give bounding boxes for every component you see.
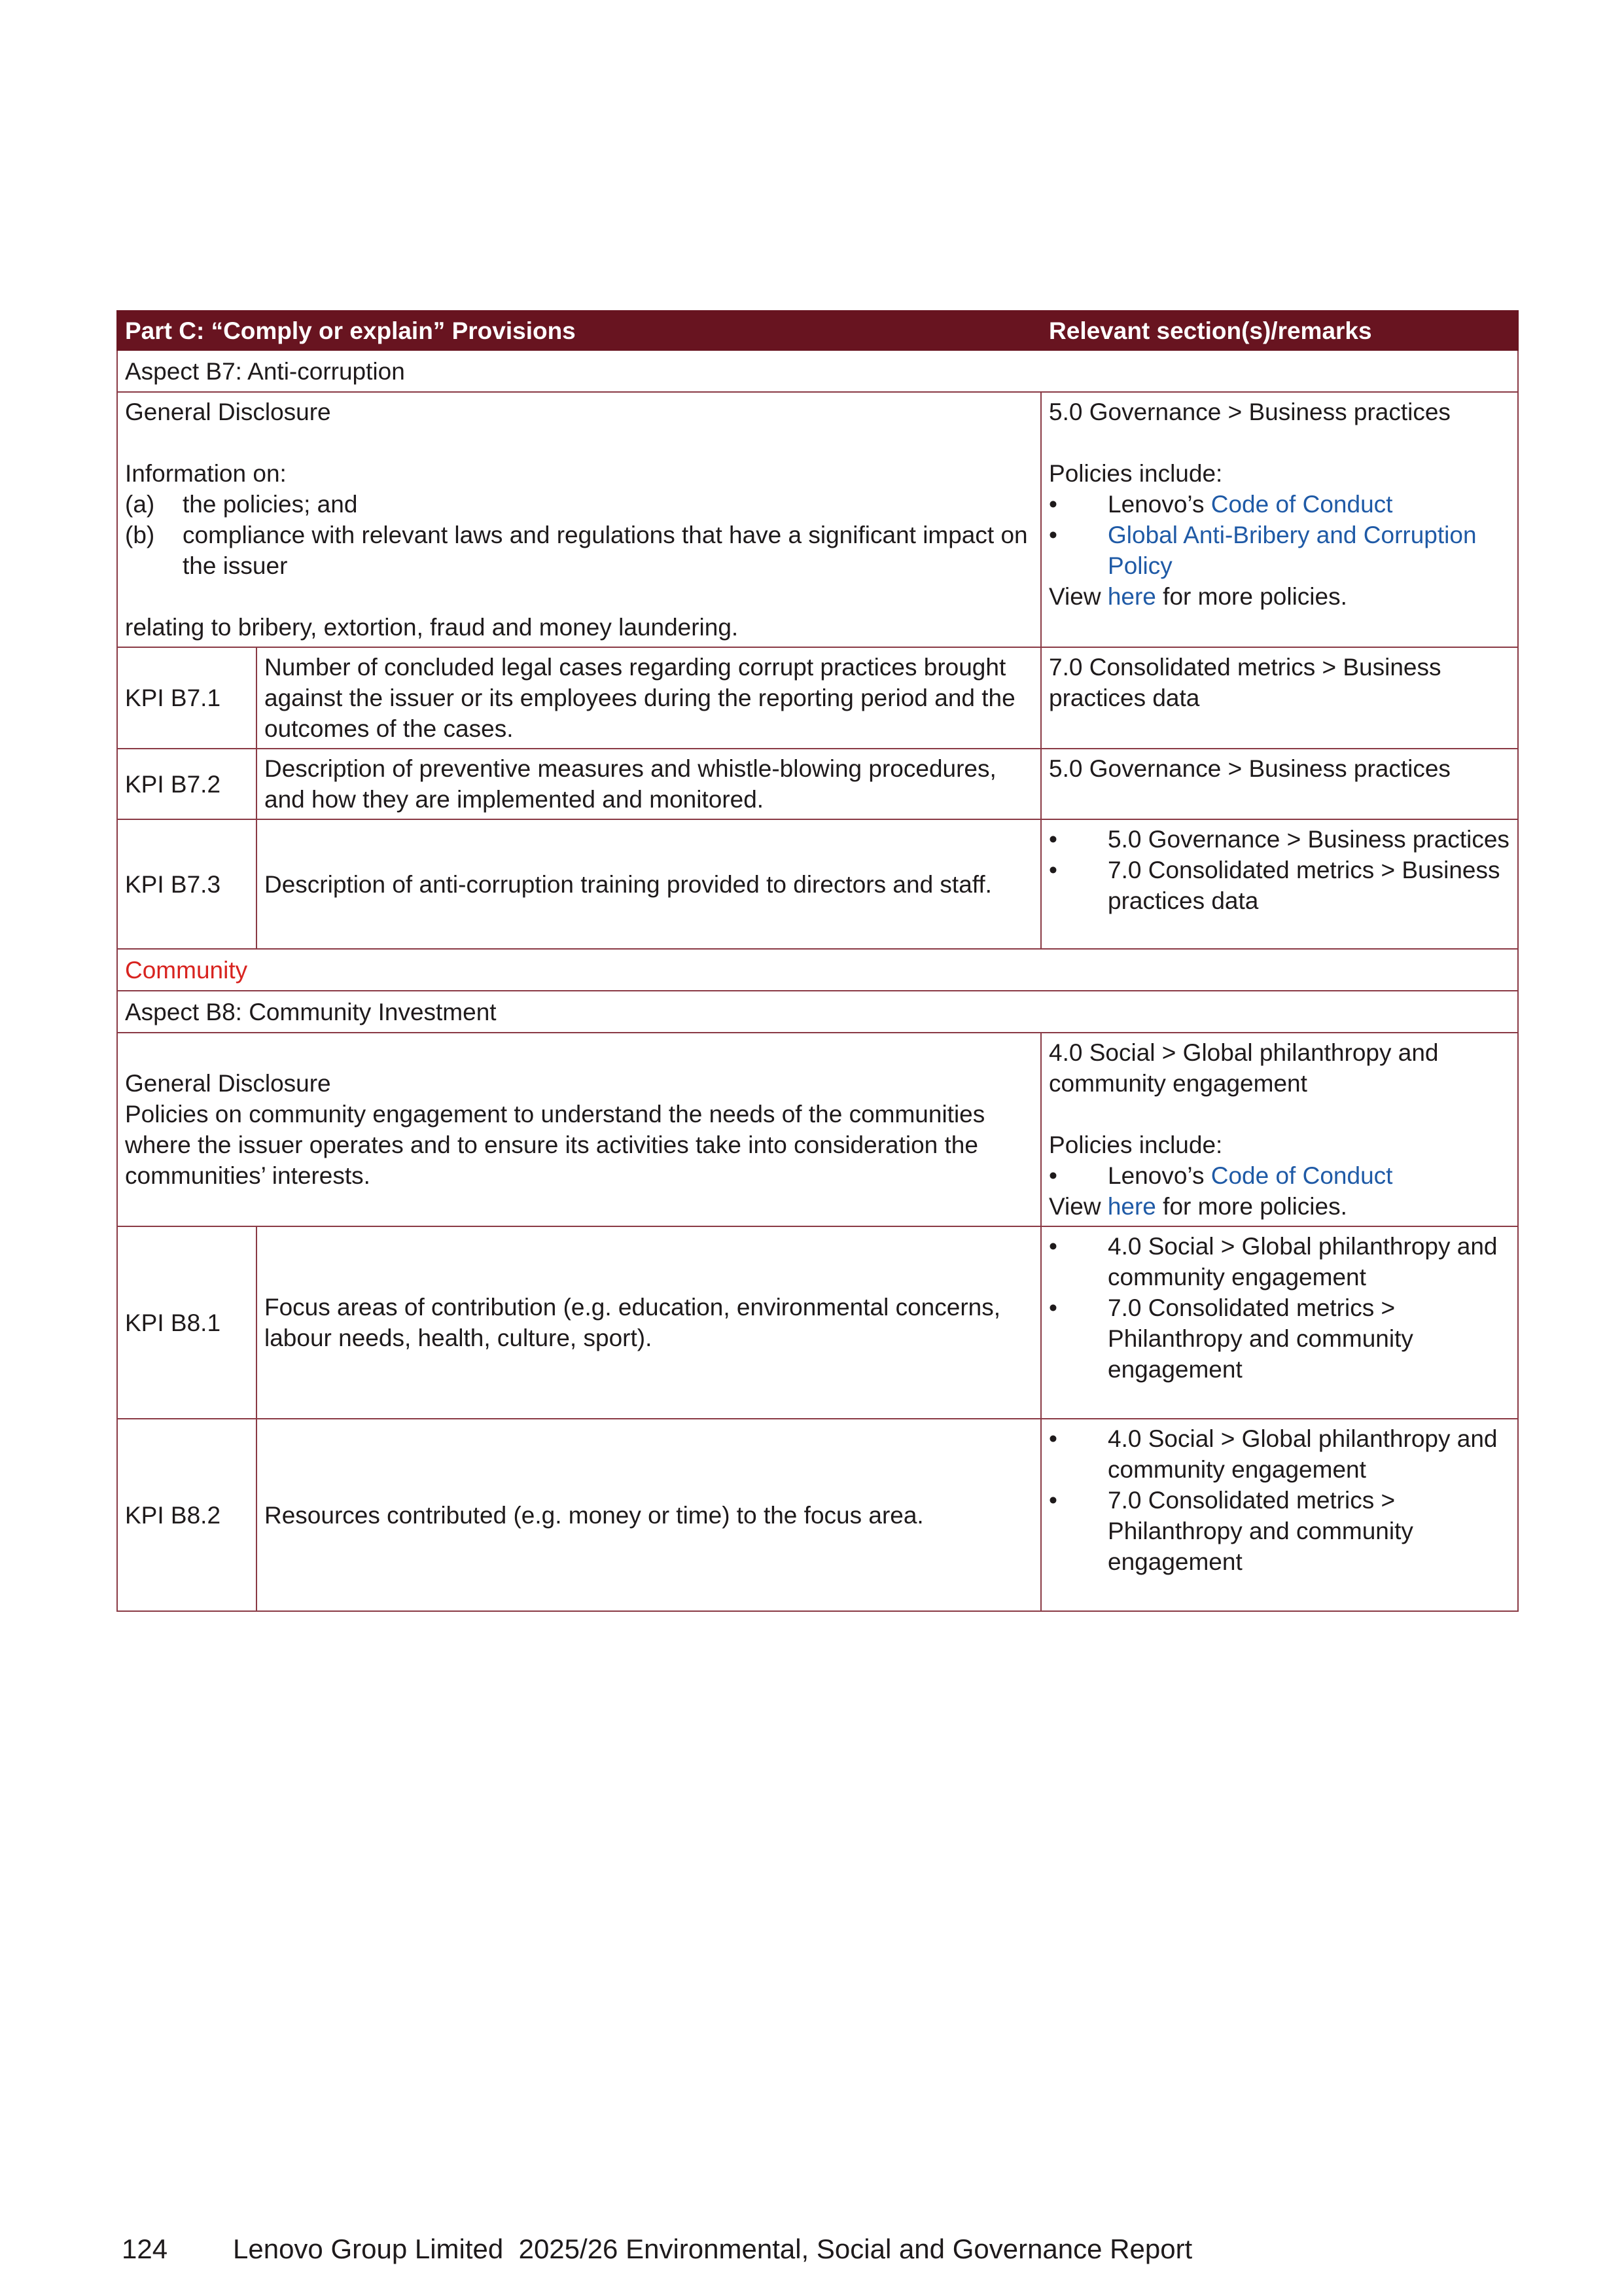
kpi-id: KPI B7.1 [117,647,256,749]
community-label: Community [117,949,1518,991]
kpi-remark: 5.0 Governance > Business practices [1041,749,1518,819]
bullet-item [1049,1485,1510,1577]
kpi-remark: 7.0 Consolidated metrics > Business practices data [1041,647,1518,749]
remark-section: 4.0 Social > Global philanthropy and community engagement [1049,1039,1439,1097]
general-disclosure-b8 [117,1033,1041,1226]
bullet-icon: • [1049,1487,1057,1514]
bullet-text: 4.0 Social > Global philanthropy and community engagement [1108,1233,1498,1290]
bullet-icon: • [1049,1162,1057,1189]
bullet-item [1049,1160,1510,1191]
list-marker: (a) [125,491,155,518]
code-of-conduct-link[interactable]: Code of Conduct [1210,1162,1393,1189]
code-of-conduct-link[interactable]: Code of Conduct [1210,491,1393,518]
general-disclosure-row-b8 [117,1033,1518,1226]
bullet-text: 5.0 Governance > Business practices [1108,826,1509,853]
aspect-row-b7 [117,350,1518,392]
bullet-icon: • [1049,522,1057,548]
header-provisions: Part C: “Comply or explain” Provisions [117,311,1041,350]
kpi-description: Description of anti-corruption training provided to directors and staff. [256,819,1041,949]
aspect-b7-title: Aspect B7: Anti-corruption [117,350,1518,392]
bullet-item [1049,855,1510,916]
bullet-icon: • [1049,1294,1057,1321]
kpi-row-b8-1 [117,1226,1518,1419]
bullet-text: 7.0 Consolidated metrics > Philanthropy and community engagement [1108,1487,1413,1575]
kpi-remark [1041,1226,1518,1419]
bullet-icon: • [1049,491,1057,518]
remarks-b8-general [1041,1033,1518,1226]
page-footer [122,2233,1192,2265]
kpi-remark [1041,819,1518,949]
view-suffix: for more policies. [1156,583,1347,610]
view-more-line [1049,581,1510,612]
list-item [125,489,1033,520]
anti-bribery-policy-link[interactable]: Global Anti-Bribery and Corruption Policy [1108,522,1477,579]
general-disclosure-title: General Disclosure [125,399,331,425]
kpi-id: KPI B8.2 [117,1419,256,1611]
bullet-icon: • [1049,1425,1057,1452]
here-link[interactable]: here [1107,583,1156,610]
page-number: 124 [122,2233,168,2264]
kpi-id: KPI B7.2 [117,749,256,819]
list-marker: (b) [125,522,155,548]
remark-section: 5.0 Governance > Business practices [1049,399,1451,425]
kpi-remark [1041,1419,1518,1611]
kpi-row-b7-1 [117,647,1518,749]
bullet-item [1049,520,1510,581]
view-more-line [1049,1191,1510,1222]
kpi-description: Resources contributed (e.g. money or time) to the focus area. [256,1419,1041,1611]
view-suffix: for more policies. [1156,1193,1347,1220]
table-header-row [117,311,1518,350]
footer-report-title: Lenovo Group Limited 2025/26 Environmental, Social and Governance Report [233,2233,1193,2264]
kpi-id: KPI B8.1 [117,1226,256,1419]
kpi-row-b7-3 [117,819,1518,949]
view-prefix: View [1049,1193,1108,1220]
bullet-text: 7.0 Consolidated metrics > Philanthropy and community engagement [1108,1294,1413,1383]
policies-label: Policies include: [1049,460,1223,487]
bullet-prefix: Lenovo’s [1108,491,1211,518]
general-disclosure-closing: relating to bribery, extortion, fraud and money laundering. [125,614,739,641]
bullet-item [1049,1231,1510,1292]
bullet-item [1049,1423,1510,1485]
list-text: the policies; and [183,491,358,518]
list-item [125,520,1033,581]
policies-label: Policies include: [1049,1131,1223,1158]
bullet-icon: • [1049,1233,1057,1260]
bullet-icon: • [1049,826,1057,853]
here-link[interactable]: here [1107,1193,1156,1220]
remarks-b7-general [1041,392,1518,647]
view-prefix: View [1049,583,1108,610]
esg-index-table [116,310,1519,1612]
kpi-row-b7-2 [117,749,1518,819]
kpi-description: Focus areas of contribution (e.g. education, environmental concerns, labour needs, health, culture, sport). [256,1226,1041,1419]
header-remarks: Relevant section(s)/remarks [1041,311,1518,350]
aspect-b8-title: Aspect B8: Community Investment [117,991,1518,1033]
kpi-id: KPI B7.3 [117,819,256,949]
bullet-prefix: Lenovo’s [1108,1162,1211,1189]
bullet-item [1049,489,1510,520]
kpi-description: Number of concluded legal cases regarding corrupt practices brought against the issuer or its employees during the reporting period and the outcomes of the cases. [256,647,1041,749]
bullet-text: 7.0 Consolidated metrics > Business practices data [1108,857,1500,914]
general-disclosure-row-b7 [117,392,1518,647]
general-disclosure-title: General Disclosure [125,1070,331,1097]
kpi-description: Description of preventive measures and whistle-blowing procedures, and how they are implemented and monitored. [256,749,1041,819]
bullet-item [1049,1292,1510,1385]
info-intro: Information on: [125,460,287,487]
community-row [117,949,1518,991]
bullet-icon: • [1049,857,1057,883]
general-disclosure-text: Policies on community engagement to understand the needs of the communities where the issuer operates and to ensure its activities take into consideration the communities’ interests. [125,1101,985,1189]
list-text: compliance with relevant laws and regulations that have a significant impact on the issuer [183,522,1028,579]
bullet-text: 4.0 Social > Global philanthropy and community engagement [1108,1425,1498,1483]
kpi-row-b8-2 [117,1419,1518,1611]
general-disclosure-b7 [117,392,1041,647]
aspect-row-b8 [117,991,1518,1033]
bullet-item [1049,824,1510,855]
